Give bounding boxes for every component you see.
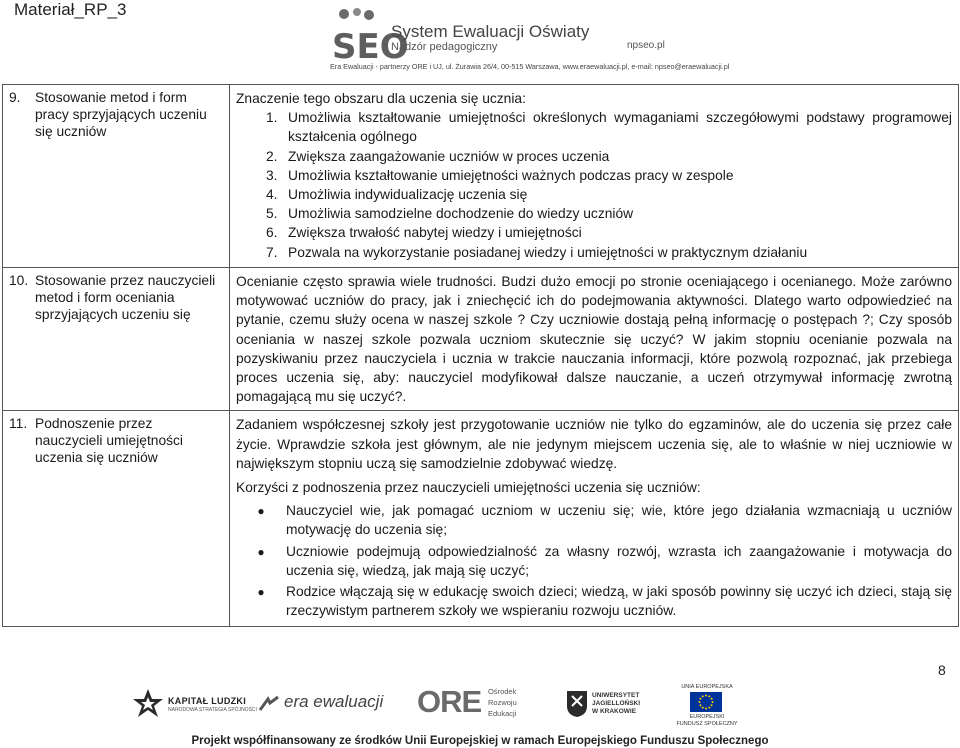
- row-paragraph: Ocenianie często sprawia wiele trudności. Budzi dużo emocji po stronie oceniającego i ocenianego. Może zarówno motywować uczniów do pracy, jak i zniechęcić ich do podejmowania aktywności. Dlatego warto odpowiedzieć na pytanie, czemu służy ocena w naszej szkole ? Czy uczniowie dostają pełną informację o postępach ?; Czy sposób oceniania w naszej szkole pozwala uczniom skutecznie się uczyć? W jakim stopniu ocenianie pozwala na pozyskiwaniu przez nauczyciela i ucznia w trakcie nauczania informacji, które pozwolą rozpoznać, jak przebiega proces uczenia się, aby: nauczyciel modyfikował dalsze nauczanie, a uczeń otrzymywał informację zwrotną pomagającą mu się uczyć?.: [236, 274, 952, 405]
- eu-flag-icon: [690, 692, 722, 712]
- table-row: [3, 268, 959, 411]
- eu-fund-name: [672, 714, 742, 728]
- uj-name-line: W KRAKOWIE: [592, 708, 637, 715]
- seo-logo-icon: [330, 8, 409, 67]
- list-item: [236, 542, 952, 580]
- eu-fund-line: FUNDUSZ SPOŁECZNY: [676, 721, 738, 727]
- table-row: [3, 85, 959, 268]
- ore-logo: ORE: [417, 684, 482, 719]
- row-content-cell: [230, 85, 959, 268]
- list-item: [236, 147, 952, 166]
- list-item: [236, 223, 952, 242]
- uj-name: [592, 692, 640, 716]
- uj-name-line: JAGIELLOŃSKI: [592, 700, 641, 707]
- bullet-icon: ●: [257, 585, 265, 600]
- item-number: 2.: [266, 148, 278, 164]
- seo-name: System Ewaluacji Oświaty: [391, 22, 590, 41]
- row-title: Podnoszenie przez nauczycieli umiejętności uczenia się uczniów: [35, 416, 183, 466]
- ore-subtitle-line: Edukacji: [488, 709, 517, 718]
- kapital-ludzki-subtitle: NARODOWA STRATEGIA SPÓJNOŚCI: [168, 707, 257, 713]
- item-text: Pozwala na wykorzystanie posiadanej wiedzy i umiejętności w praktycznym działaniu: [288, 244, 808, 260]
- seo-subtitle: Nadzór pedagogiczny: [391, 41, 498, 53]
- item-number: 6.: [266, 225, 278, 241]
- row-title-cell: [3, 411, 230, 627]
- ore-subtitle-line: Rozwoju: [488, 698, 517, 707]
- content-table: [2, 84, 959, 627]
- row-content-cell: [230, 411, 959, 627]
- item-number: 7.: [266, 244, 278, 260]
- item-text: Zwiększa trwałość nabytej wiedzy i umiejętności: [288, 225, 582, 241]
- seo-url: npseo.pl: [627, 40, 665, 51]
- row-title-cell: [3, 268, 230, 411]
- list-item: [236, 582, 952, 620]
- seo-address: Era Ewaluacji - partnerzy ORE i UJ, ul. Żurawia 26/4, 00-515 Warszawa, www.eraewaluacji.pl, e-mail: npseo@eraewaluacji.pl: [330, 62, 730, 71]
- kapital-ludzki-title: KAPITAŁ LUDZKI: [168, 696, 247, 706]
- effects-list: [236, 108, 952, 262]
- row-number: 9.: [9, 90, 21, 105]
- list-item: [236, 204, 952, 223]
- footer-logos: [0, 684, 960, 727]
- list-item: [236, 108, 952, 146]
- row-title-cell: [3, 85, 230, 268]
- row-number: 10.: [9, 273, 29, 288]
- table-row: [3, 411, 959, 627]
- list-item: [236, 185, 952, 204]
- item-number: 1.: [266, 110, 278, 126]
- page-number: 8: [938, 662, 946, 678]
- funding-statement: Projekt współfinansowany ze środków Unii Europejskiej w ramach Europejskiego Funduszu Społecznego: [191, 735, 769, 747]
- benefits-list: [236, 501, 952, 620]
- item-text: Umożliwia kształtowanie umiejętności ważnych podczas pracy w zespole: [288, 167, 734, 183]
- item-text: Uczniowie podejmują odpowiedzialność za własny rozwój, wzrasta ich zaangażowanie i motywacja do uczenia się, wiedzą, jak mają się uczyć;: [286, 543, 952, 578]
- list-item: [236, 166, 952, 185]
- item-text: Umożliwia samodzielne dochodzenie do wiedzy uczniów: [288, 206, 634, 222]
- item-number: 5.: [266, 206, 278, 222]
- eu-heading: UNIA EUROPEJSKA: [681, 684, 733, 690]
- row-number: 11.: [9, 416, 28, 432]
- item-text: Zwiększa zaangażowanie uczniów w proces uczenia: [288, 148, 610, 164]
- list-item: [236, 243, 952, 262]
- era-ewaluacji-name: era ewaluacji: [284, 692, 384, 711]
- bullet-icon: ●: [257, 544, 265, 559]
- svg-text:SEO: SEO: [332, 27, 409, 67]
- row-content-cell: [230, 268, 959, 411]
- era-ewaluacji-logo-icon: [258, 696, 280, 712]
- row-title: Stosowanie metod i form pracy sprzyjających uczeniu się uczniów: [35, 90, 207, 139]
- uj-crest-icon: [566, 690, 588, 718]
- item-text: Umożliwia indywidualizację uczenia się: [288, 187, 528, 203]
- item-text: Umożliwia kształtowanie umiejętności określonych wymaganiami szczegółowymi podstawy programowej kształcenia ogólnego: [288, 110, 952, 145]
- eu-fund-line: EUROPEJSKI: [689, 714, 725, 720]
- item-text: Nauczyciel wie, jak pomagać uczniom w uczeniu się; wie, które jego działania wzmacniają u uczniów motywację do uczenia się;: [286, 503, 952, 538]
- bullet-icon: ●: [257, 504, 265, 519]
- kapital-ludzki-logo-icon: [131, 688, 165, 718]
- list-item: [236, 501, 952, 539]
- ore-subtitle: [488, 686, 517, 719]
- row-intro: Znaczenie tego obszaru dla uczenia się ucznia:: [236, 91, 526, 106]
- uj-name-line: UNIWERSYTET: [592, 692, 640, 699]
- document-title: Materiał_RP_3: [14, 0, 127, 19]
- row-paragraph: Zadaniem współczesnej szkoły jest przygotowanie uczniów nie tylko do egzaminów, ale do uczenia się przez całe życie. Wprawdzie szkoła jest głównym, ale nie jedynym miejscem uczenia się, ale to właśnie w niej uczniowie w największym stopniu uczą się samodzielnie zdobywać wiedzę.: [236, 417, 952, 471]
- ore-subtitle-line: Ośrodek: [488, 687, 517, 696]
- item-number: 4.: [266, 187, 278, 203]
- item-number: 3.: [266, 167, 278, 183]
- benefits-intro: Korzyści z podnoszenia przez nauczycieli umiejętności uczenia się uczniów:: [236, 480, 701, 496]
- row-title: Stosowanie przez nauczycieli metod i form oceniania sprzyjających uczeniu się: [35, 273, 216, 322]
- item-text: Rodzice włączają się w edukację swoich dzieci; wiedzą, w jaki sposób powinny się uczyć ich dzieci, stają się rzeczywistym partnerem szkoły we wspieraniu rozwoju uczniów.: [286, 584, 952, 619]
